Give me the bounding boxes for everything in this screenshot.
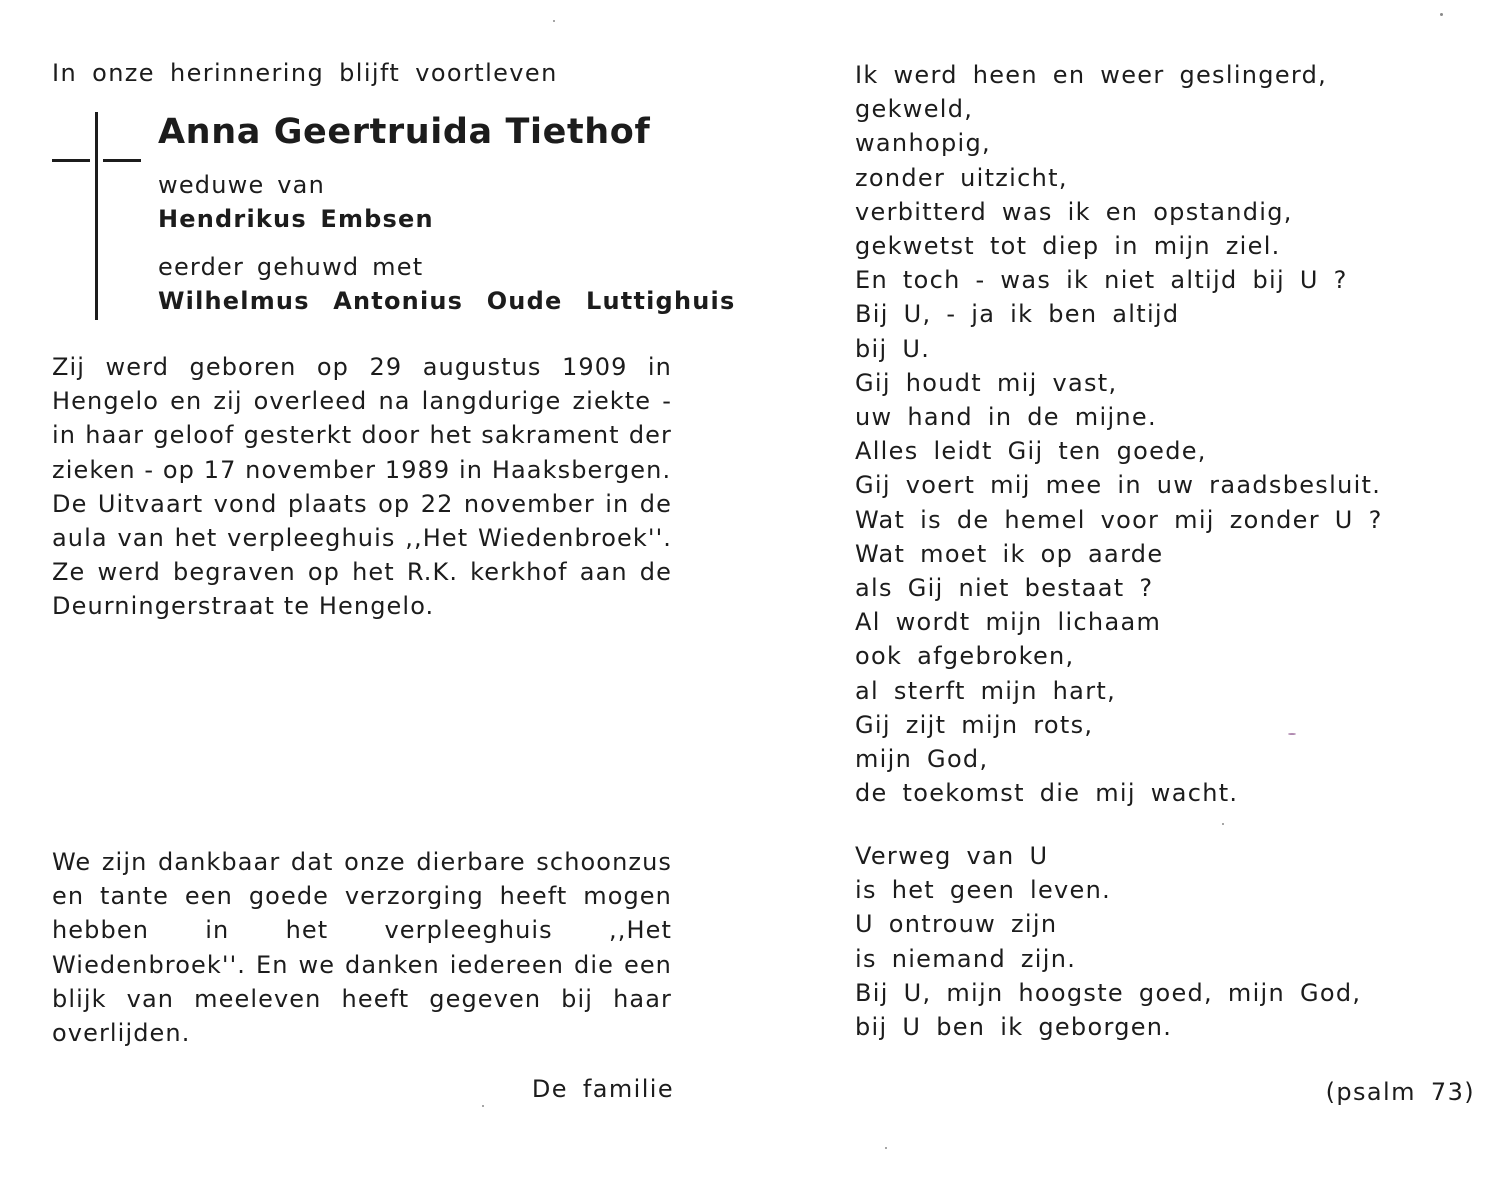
biography	[52, 350, 672, 624]
poem-line: de toekomst die mij wacht.	[855, 779, 1239, 808]
biography-paragraph-funeral: De Uitvaart vond plaats op 22 november in de aula van het verpleeghuis ,,Het Wiedenbroek''. Ze werd begraven op het R.K. kerkhof aan de Deurningerstraat te Hengelo.	[52, 489, 672, 621]
poem-line: Al wordt mijn lichaam	[855, 608, 1162, 637]
poem-line: Ik werd heen en weer geslingerd,	[855, 61, 1328, 89]
name-block	[158, 110, 736, 318]
poem-line: bij U ben ik geborgen.	[855, 1013, 1173, 1042]
poem-line: wanhopig,	[855, 129, 991, 158]
psalm-citation: (psalm 73)	[1325, 1078, 1475, 1106]
deceased-name: Anna Geertruida Tiethof	[158, 112, 651, 152]
poem-line: uw hand in de mijne.	[855, 403, 1157, 432]
paper-speck	[482, 1105, 484, 1107]
thanks-paragraph	[52, 845, 672, 1050]
poem-line: gekweld,	[855, 95, 974, 124]
poem-line: ook afgebroken,	[855, 642, 1075, 671]
paper-speck	[1440, 13, 1443, 16]
spouse-name: Hendrikus Embsen	[158, 205, 434, 233]
poem-line: Bij U, mijn hoogste goed, mijn God,	[855, 978, 1362, 1007]
previous-spouse-name: Wilhelmus Antonius Oude Luttighuis	[158, 287, 736, 315]
cross-icon	[95, 112, 98, 320]
remembrance-line: In onze herinnering blijft voortleven	[52, 59, 558, 87]
poem-stanza-2	[855, 839, 1475, 1044]
signature: De familie	[531, 1075, 674, 1103]
poem-line: Gij voert mij mee in uw raadsbesluit.	[855, 471, 1382, 500]
poem-line: verbitterd was ik en opstandig,	[855, 197, 1293, 226]
paper-speck	[553, 20, 555, 22]
paper-speck	[1222, 823, 1224, 825]
poem-line: zonder uitzicht,	[855, 163, 1068, 192]
poem-line: Verweg van U	[855, 842, 1049, 870]
biography-paragraph-birth-death: Zij werd geboren op 29 augustus 1909 in Hengelo en zij overleed na langdurige ziekte - in haar geloof gesterkt door het sakrament der zieken - op 17 november 1989 in Haaksbergen.	[52, 353, 672, 484]
paper-speck	[885, 1147, 887, 1149]
thanks-text: We zijn dankbaar dat onze dierbare schoonzus en tante een goede verzorging heeft mogen hebben in het verpleeghuis ,,Het Wiedenbroek''. En we danken iedereen die een blijk van meeleven heeft gegeven bij haar overlijden.	[52, 848, 672, 1048]
poem-line: Wat is de hemel voor mij zonder U ?	[855, 505, 1383, 534]
poem-line: al sterft mijn hart,	[855, 676, 1116, 705]
widow-of-label: weduwe van	[158, 171, 325, 199]
previously-married-label: eerder gehuwd met	[158, 253, 424, 281]
poem-line: is het geen leven.	[855, 876, 1112, 905]
paper-speck	[1288, 733, 1296, 735]
cross-arm-left	[52, 159, 90, 162]
poem-line: Gij zijt mijn rots,	[855, 710, 1094, 739]
poem-line: gekwetst tot diep in mijn ziel.	[855, 232, 1281, 261]
poem-line: Bij U, - ja ik ben altijd	[855, 300, 1180, 329]
poem-stanza-1	[855, 58, 1475, 810]
cross-arm-right	[103, 159, 141, 162]
poem-line: Wat moet ik op aarde	[855, 539, 1164, 568]
poem-line: Gij houdt mij vast,	[855, 368, 1118, 397]
poem-line: is niemand zijn.	[855, 944, 1077, 973]
poem-line: Alles leidt Gij ten goede,	[855, 437, 1207, 466]
poem-line: U ontrouw zijn	[855, 910, 1058, 939]
poem-line: als Gij niet bestaat ?	[855, 574, 1154, 603]
poem-line: mijn God,	[855, 745, 989, 774]
poem-line: En toch - was ik niet altijd bij U ?	[855, 266, 1348, 295]
poem-line: bij U.	[855, 334, 931, 363]
